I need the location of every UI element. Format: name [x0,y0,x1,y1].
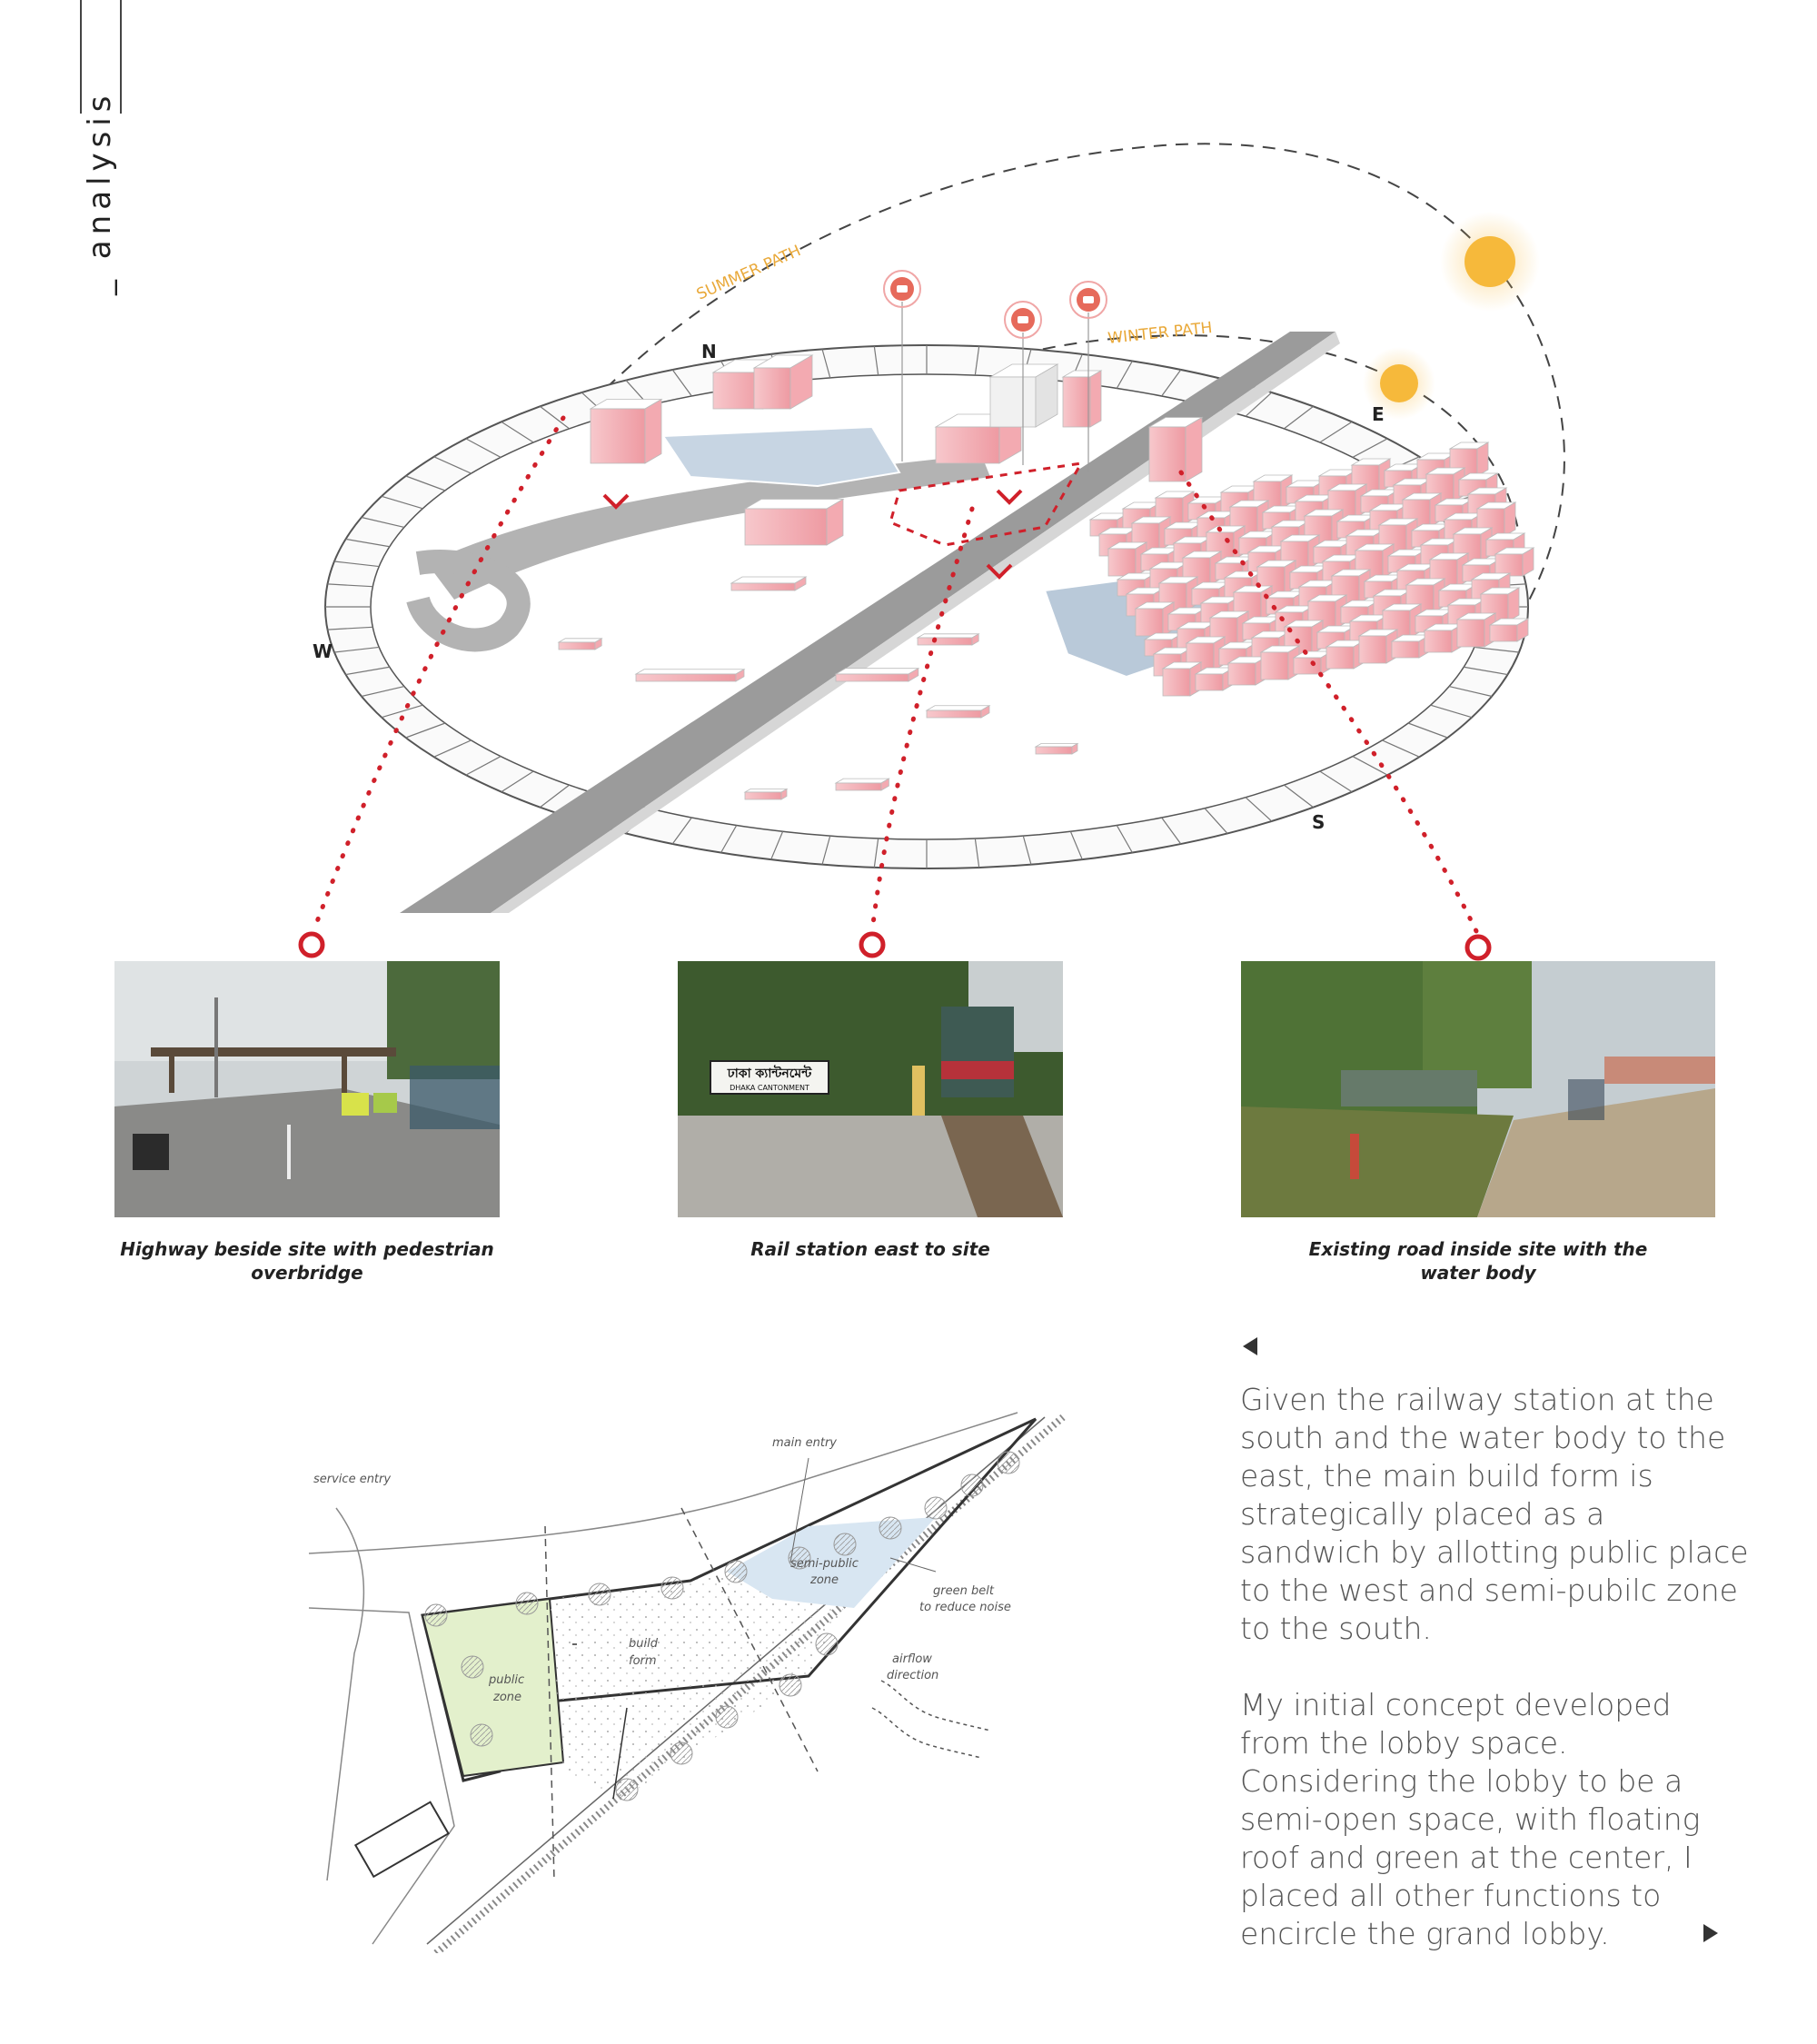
tree-icon [462,1656,483,1678]
section-label: _ analysis [82,90,118,295]
winter-sun-icon [1380,364,1418,402]
label-service-entry: service entry [313,1473,392,1486]
caption-rail-station: Rail station east to site [750,1238,990,1260]
building-block [990,364,1057,427]
label-semi-public-2: zone [810,1573,839,1587]
building-block [731,577,806,590]
tree-icon [425,1604,447,1626]
building-block [918,634,978,645]
building-block [636,670,744,681]
label-public-zone-2: zone [493,1691,522,1704]
building-block [591,400,661,464]
tree-icon [816,1633,838,1655]
building-block [1495,548,1534,576]
previous-arrow[interactable] [1243,1337,1257,1355]
zoning-sketch [300,1372,1081,1953]
tree-icon [998,1452,1019,1473]
tree-icon [716,1706,738,1728]
tree-icon [925,1497,947,1519]
caption-existing-road: Existing road inside site with the water body [1308,1238,1648,1284]
water-body-north [663,427,899,486]
airflow-arrow-2 [872,1708,981,1758]
tree-icon [879,1517,901,1539]
next-arrow[interactable] [1703,1924,1718,1942]
compass-east: E [1372,403,1385,425]
leader-marker-1 [301,934,323,956]
winter-path-label: WINTER PATH [1107,319,1214,348]
tree-icon [725,1561,747,1583]
photo-rail-station [678,961,1063,1217]
tree-icon [779,1674,801,1696]
building-block [754,355,812,409]
building-block [559,639,601,650]
building-block [836,669,918,681]
summer-sun-icon [1465,236,1515,287]
station-sign-bangla: ঢাকা ক্যান্টনমেন্ট [727,1067,812,1081]
tree-icon [589,1583,611,1605]
tree-icon [961,1474,983,1496]
tree-icon [516,1593,538,1614]
description-paragraph-1: Given the railway station at the south and the water body to the east, the main build form is strategically placed as a sandwich by allotting public place to the west and semi-pubilc zone to the south. [1240,1382,1749,1646]
sketch-small-block [355,1802,448,1877]
label-build-form-2: form [629,1654,657,1668]
public-zone [422,1599,563,1776]
building-block [1490,619,1528,641]
sketch-road-edge [327,1508,363,1880]
building-block [745,789,787,800]
building-block [927,706,989,718]
description-text [1240,1381,1749,1991]
summer-path-label: SUMMER PATH [693,242,804,304]
building-block [1036,744,1077,755]
building-block [836,779,889,790]
photo-highway [114,961,500,1217]
building-block [1149,418,1202,482]
tree-icon [616,1779,638,1801]
compass-south: S [1312,811,1326,833]
airflow-arrow-1 [881,1681,990,1731]
caption-highway: Highway beside site with pedestrian overbridge [120,1238,494,1284]
tree-icon [471,1724,492,1746]
building-block [745,500,843,546]
building-block [1063,371,1101,427]
description-paragraph-2: My initial concept developed from the lobby space. Considering the lobby to be a semi-open space, with floating roof and green at the center, I placed all other functions to encircle the grand lobby. [1240,1687,1701,1951]
label-build-form-1: build [629,1637,658,1651]
leader-green-belt [890,1558,936,1572]
label-airflow-2: direction [887,1669,939,1682]
leader-marker-2 [861,934,883,956]
photo-existing-road [1241,961,1715,1217]
label-green-belt-1: green belt [933,1584,994,1598]
compass-west: W [313,640,333,662]
label-public-zone-1: public [489,1673,525,1687]
tree-icon [834,1533,856,1555]
leader-marker-3 [1467,937,1489,958]
compass-north: N [701,341,717,362]
tree-icon [670,1742,692,1764]
label-semi-public-1: semi-public [790,1557,859,1571]
label-airflow-1: airflow [892,1652,932,1666]
tree-icon [661,1577,683,1599]
station-sign-english: DHAKA CANTONMENT [730,1084,809,1092]
label-main-entry: main entry [772,1436,837,1450]
label-green-belt-2: to reduce noise [919,1601,1011,1614]
